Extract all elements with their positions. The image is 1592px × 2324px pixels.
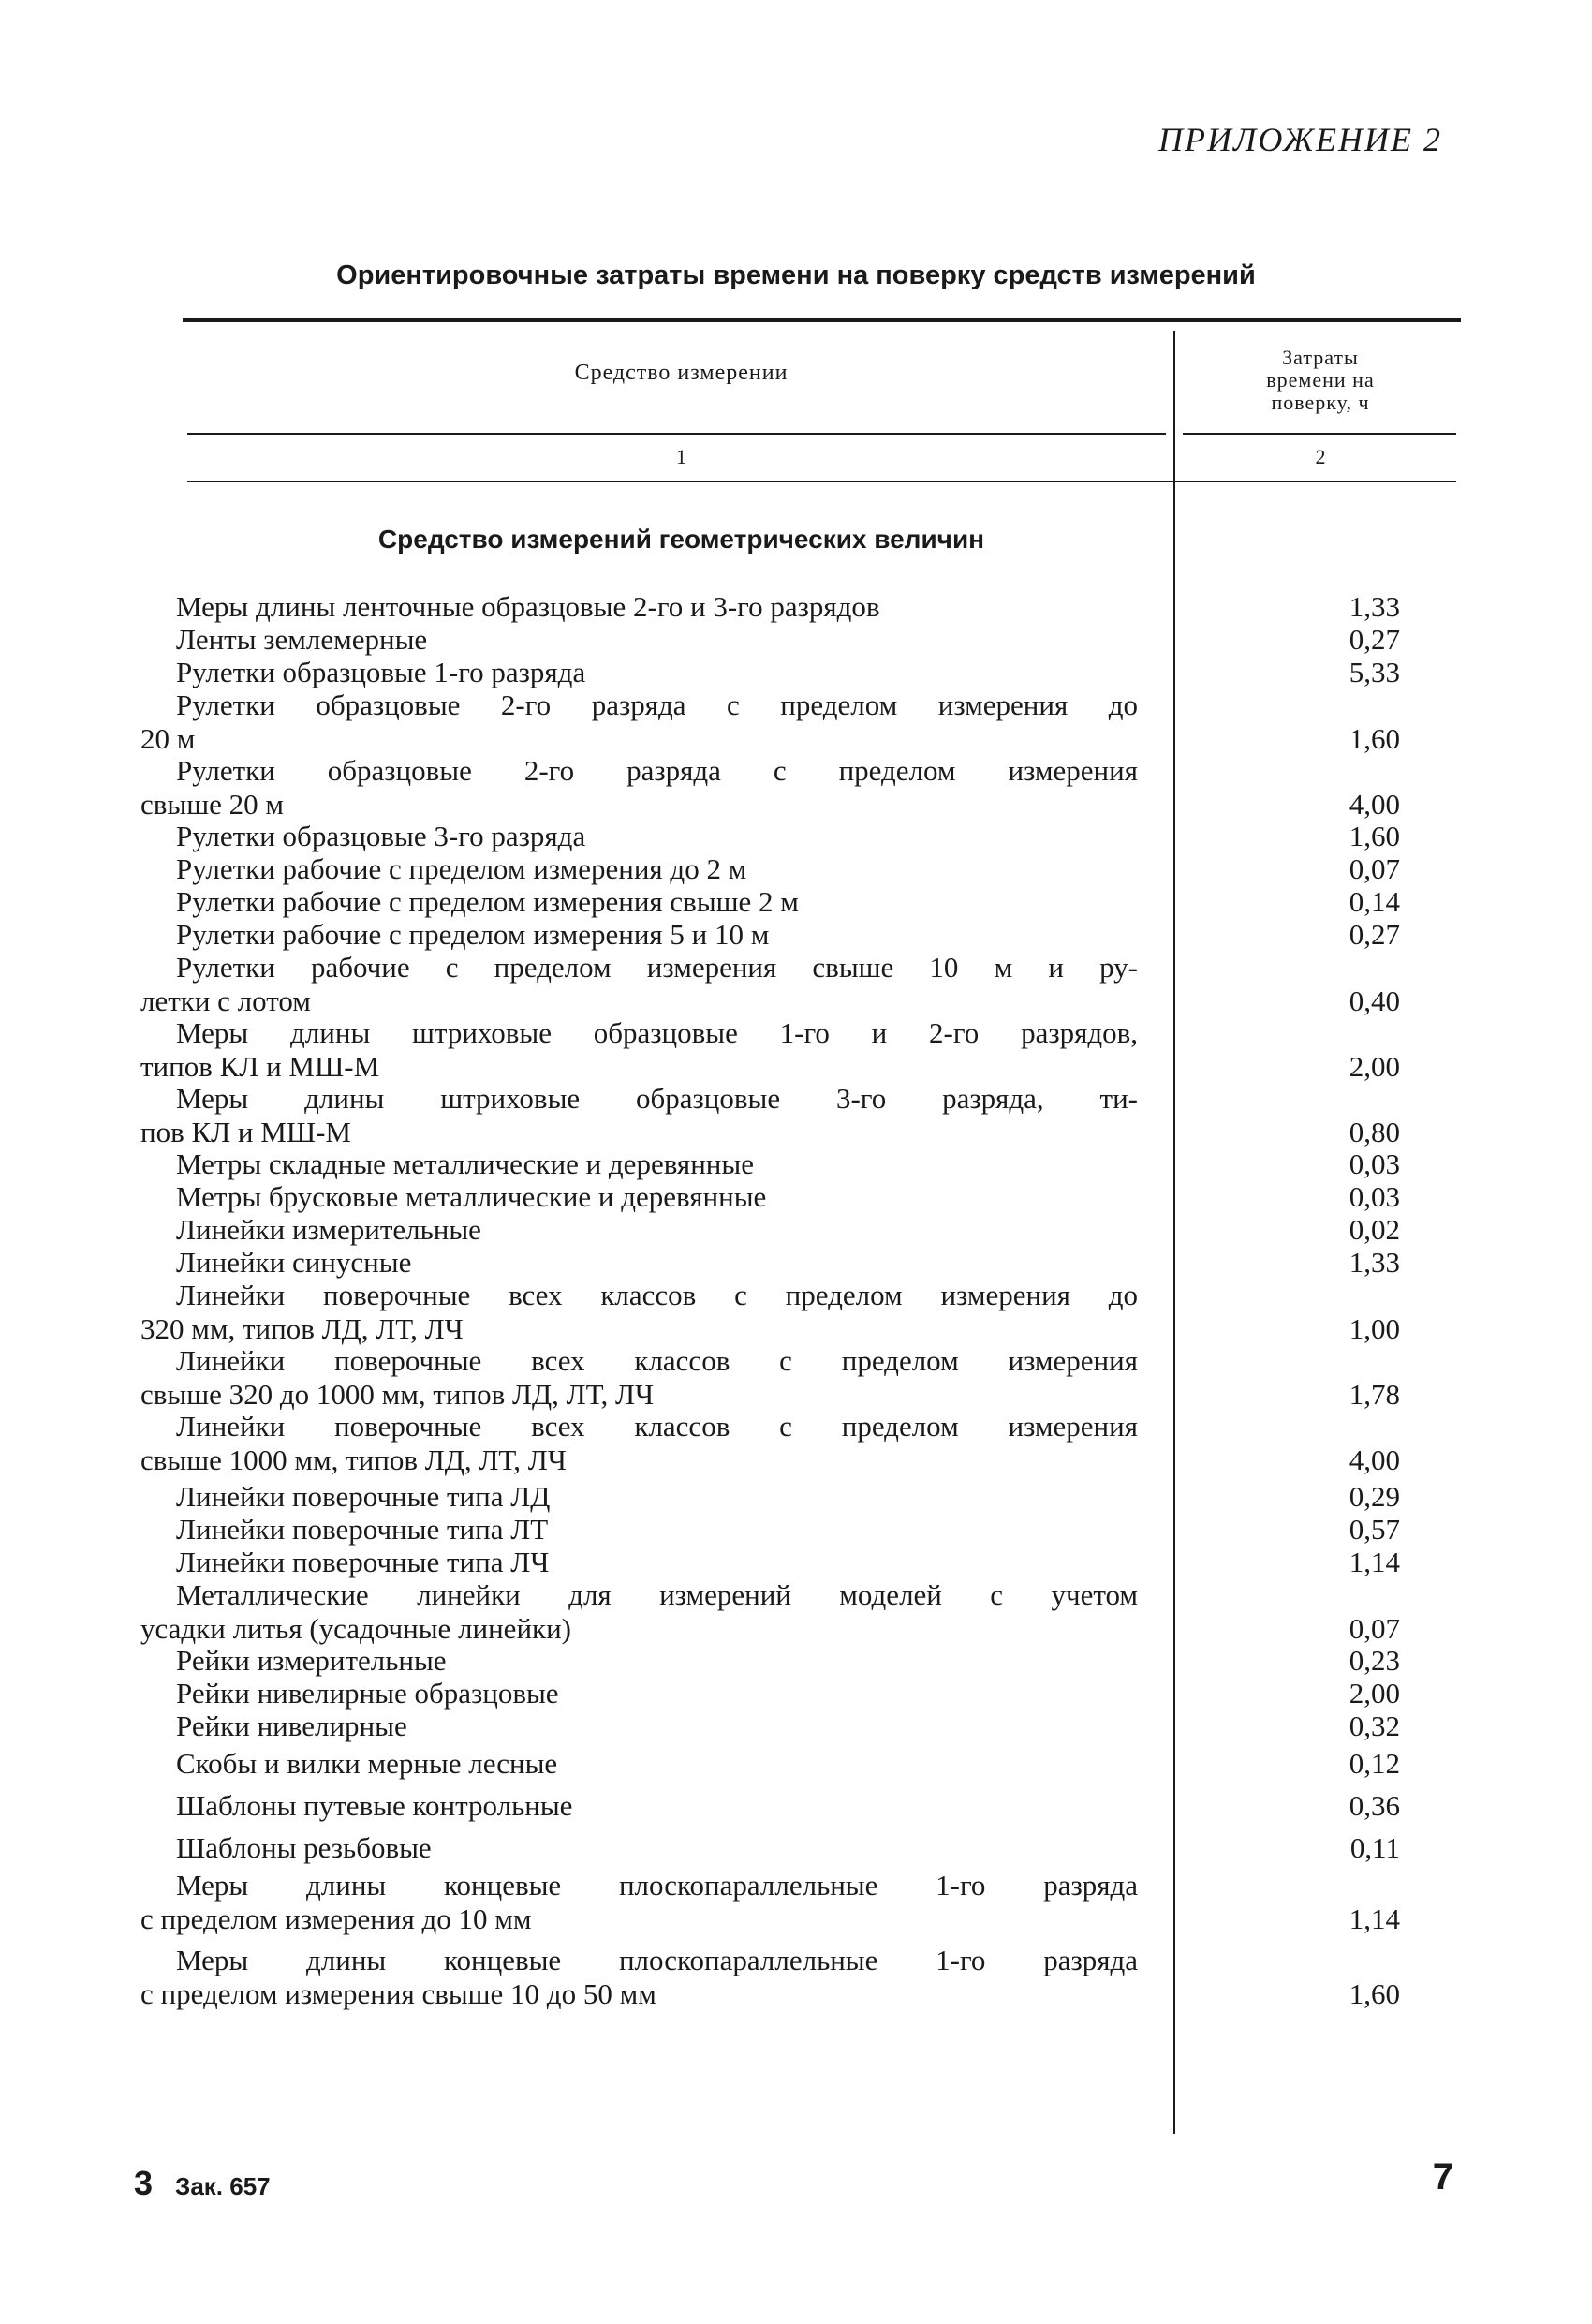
row-description-line: Линейки поверочные типа ЛД [176,1480,551,1513]
row-description-line: Рейки нивелирные [176,1710,407,1742]
row-description [140,1016,1138,1084]
row-value: 1,33 [1349,1246,1400,1279]
row-description-line: летки с лотом [140,984,311,1017]
section-heading: Средство измерений геометрических величин [377,525,985,554]
row-description-line: Линейки измерительные [176,1213,481,1246]
row-value: 1,14 [1349,1902,1400,1935]
row-description-line: Рулетки образцовые 2-го разряда с пределом измерения [176,754,1138,787]
row-description-line: Рейки измерительные [176,1644,447,1677]
row-description-line: Линейки поверочные всех классов с пределом измерения до [176,1279,1138,1311]
row-description-line: Шаблоны резьбовые [176,1831,432,1864]
row-description-line: Линейки синусные [176,1246,412,1279]
row-description [140,1644,1138,1678]
row-description-line: Рулетки образцовые 3-го разряда [176,820,586,852]
row-description [140,1747,1138,1781]
row-description [140,623,1138,657]
row-description [140,1180,1138,1214]
row-description-line: 20 м [140,722,196,755]
row-description-line: с пределом измерения до 10 мм [140,1902,532,1935]
row-value: 0,57 [1349,1513,1400,1546]
row-description-line: Металлические линейки для измерений моделей с учетом [176,1578,1138,1611]
row-description [140,1480,1138,1514]
row-description [140,918,1138,952]
row-value: 1,00 [1349,1312,1400,1345]
row-value: 1,60 [1349,722,1400,755]
row-description-line: типов КЛ и МШ-М [140,1050,380,1083]
row-description [140,1082,1138,1149]
row-description-line: Рулетки образцовые 2-го разряда с пределом измерения до [176,688,1138,721]
row-description-line: свыше 1000 мм, типов ЛД, ЛТ, ЛЧ [140,1443,567,1476]
row-value: 1,78 [1349,1378,1400,1411]
row-description-line: 320 мм, типов ЛД, ЛТ, ЛЧ [140,1312,464,1345]
table-top-rule [183,318,1461,322]
row-value: 0,29 [1349,1480,1400,1513]
row-description [140,820,1138,853]
sheet-number: 3 [134,2164,154,2202]
row-value: 2,00 [1349,1050,1400,1083]
row-description-line: с пределом измерения свыше 10 до 50 мм [140,1977,656,2010]
row-value: 0,11 [1349,1831,1400,1864]
row-value: 0,36 [1349,1789,1400,1822]
row-description-line: Меры длины ленточные образцовые 2-го и 3-го разрядов [176,590,880,623]
row-value: 0,32 [1349,1710,1400,1742]
row-description-line: Ленты землемерные [176,623,428,656]
row-description [140,1246,1138,1280]
row-description [140,951,1138,1018]
row-value: 0,07 [1349,1612,1400,1645]
page-number: 7 [1432,2156,1453,2198]
row-value: 0,07 [1349,852,1400,885]
row-description-line: Линейки поверочные типа ЛЧ [176,1546,550,1578]
row-description [140,1831,1138,1865]
row-description [140,852,1138,886]
row-description [140,1546,1138,1579]
row-description-line: свыше 320 до 1000 мм, типов ЛД, ЛТ, ЛЧ [140,1378,655,1411]
row-description-line: свыше 20 м [140,788,284,821]
column-2-header-line: Затраты [1282,346,1359,369]
row-description [140,1344,1138,1412]
row-description-line: Рулетки рабочие с пределом измерения свыше 2 м [176,885,799,918]
row-value: 1,14 [1349,1546,1400,1578]
row-description-line: Рулетки образцовые 1-го разряда [176,656,586,688]
row-description [140,688,1138,756]
header-bottom-rule-right [1183,433,1456,435]
row-value: 0,03 [1349,1180,1400,1213]
header-bottom-rule-left [187,433,1166,435]
row-description-line: Линейки поверочные всех классов с пределом измерения [176,1344,1138,1377]
row-description-line: Линейки поверочные типа ЛТ [176,1513,549,1546]
row-description-line: Меры длины штриховые образцовые 3-го разряда, ти- [176,1082,1138,1115]
row-description-line: Рейки нивелирные образцовые [176,1677,559,1710]
row-description [140,1213,1138,1247]
row-value: 0,14 [1349,885,1400,918]
row-description-line: усадки литья (усадочные линейки) [140,1612,572,1645]
row-description [140,1410,1138,1477]
row-description-line: Меры длины концевые плоскопараллельные 1-го разряда [176,1869,1138,1902]
row-description-line: Рулетки рабочие с пределом измерения до 2 м [176,852,747,885]
row-value: 2,00 [1349,1677,1400,1710]
row-description [140,656,1138,689]
row-description-line: Метры брусковые металлические и деревянные [176,1180,767,1213]
row-description-line: Скобы и вилки мерные лесные [176,1747,558,1780]
row-value: 0,27 [1349,623,1400,656]
row-description-line: Рулетки рабочие с пределом измерения свыше 10 м и ру- [176,951,1138,984]
row-description-line: Меры длины штриховые образцовые 1-го и 2-го разрядов, [176,1016,1138,1049]
row-description [140,1869,1138,1936]
row-description [140,590,1138,624]
row-description-line: Меры длины концевые плоскопараллельные 1-го разряда [176,1944,1138,1976]
row-value: 0,27 [1349,918,1400,951]
row-value: 5,33 [1349,656,1400,688]
row-description-line: Рулетки рабочие с пределом измерения 5 и 10 м [176,918,770,951]
row-value: 1,60 [1349,820,1400,852]
row-value: 1,60 [1349,1977,1400,2010]
row-value: 0,40 [1349,984,1400,1017]
row-description [140,885,1138,919]
row-description [140,1513,1138,1547]
row-value: 0,23 [1349,1644,1400,1677]
numbers-bottom-rule [187,481,1456,482]
row-description [140,754,1138,822]
row-value: 4,00 [1349,1443,1400,1476]
row-value: 0,03 [1349,1147,1400,1180]
column-2-header-line: поверку, ч [1271,391,1370,414]
appendix-label: ПРИЛОЖЕНИЕ 2 [1158,121,1442,158]
row-description-line: пов КЛ и МШ-М [140,1116,351,1148]
row-description [140,1710,1138,1743]
column-divider [1173,331,1175,2134]
footer-left [134,2164,271,2203]
row-description [140,1677,1138,1710]
row-description-line: Линейки поверочные всех классов с пределом измерения [176,1410,1138,1443]
row-description [140,1279,1138,1346]
row-description [140,1789,1138,1823]
row-description-line: Шаблоны путевые контрольные [176,1789,573,1822]
order-number: Зак. 657 [175,2172,271,2200]
row-description [140,1147,1138,1181]
row-description [140,1944,1138,2011]
column-1-header: Средство измерении [574,361,789,385]
row-value: 0,12 [1349,1747,1400,1780]
row-value: 4,00 [1349,788,1400,821]
row-value: 0,80 [1349,1116,1400,1148]
column-1-number: 1 [676,445,686,468]
row-description [140,1578,1138,1646]
row-value: 1,33 [1349,590,1400,623]
row-description-line: Метры складные металлические и деревянные [176,1147,754,1180]
column-2-header [1185,347,1456,414]
column-2-header-line: времени на [1266,368,1375,392]
column-2-number: 2 [1315,445,1326,468]
row-value: 0,02 [1349,1213,1400,1246]
table-title: Ориентировочные затраты времени на поверку средств измерений [336,260,1256,290]
